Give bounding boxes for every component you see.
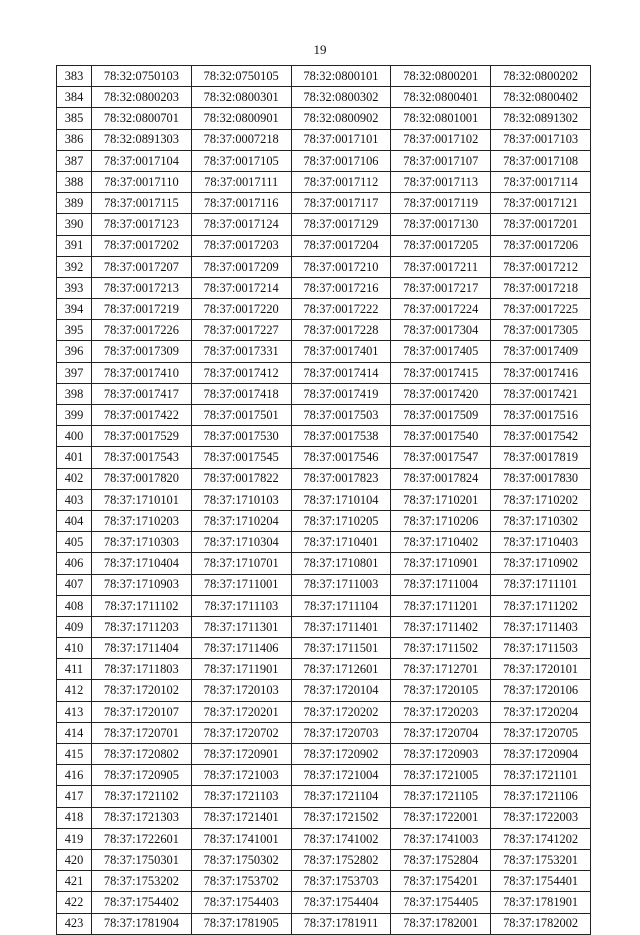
cadastral-number-cell: 78:37:0017107 <box>391 150 491 171</box>
cadastral-number-cell: 78:37:1720203 <box>391 701 491 722</box>
cadastral-number-cell: 78:37:0017529 <box>92 426 192 447</box>
cadastral-number-cell: 78:37:1781905 <box>191 913 291 934</box>
cadastral-number-cell: 78:37:1741003 <box>391 828 491 849</box>
cadastral-number-cell: 78:37:0017540 <box>391 426 491 447</box>
cadastral-number-cell: 78:37:1720107 <box>92 701 192 722</box>
cadastral-number-cell: 78:37:1711901 <box>191 659 291 680</box>
cadastral-number-cell: 78:37:0017415 <box>391 362 491 383</box>
cadastral-number-cell: 78:37:1720704 <box>391 722 491 743</box>
cadastral-number-cell: 78:37:0017309 <box>92 341 192 362</box>
cadastral-number-cell: 78:37:0017546 <box>291 447 391 468</box>
cadastral-number-cell: 78:37:1710101 <box>92 489 192 510</box>
cadastral-number-cell: 78:37:0017418 <box>191 383 291 404</box>
cadastral-number-cell: 78:37:1720202 <box>291 701 391 722</box>
row-number-cell: 417 <box>57 786 92 807</box>
cadastral-number-cell: 78:37:0017824 <box>391 468 491 489</box>
cadastral-number-cell: 78:32:0800701 <box>92 108 192 129</box>
row-number-cell: 394 <box>57 299 92 320</box>
cadastral-number-cell: 78:37:0017113 <box>391 171 491 192</box>
cadastral-number-cell: 78:37:1721102 <box>92 786 192 807</box>
cadastral-number-cell: 78:37:1721303 <box>92 807 192 828</box>
cadastral-number-cell: 78:37:1781911 <box>291 913 391 934</box>
table-row <box>57 871 591 892</box>
table-row <box>57 722 591 743</box>
cadastral-number-cell: 78:37:0017116 <box>191 193 291 214</box>
row-number-cell: 391 <box>57 235 92 256</box>
table-row <box>57 659 591 680</box>
cadastral-number-cell: 78:37:0017509 <box>391 405 491 426</box>
cadastral-number-cell: 78:37:0017422 <box>92 405 192 426</box>
cadastral-number-cell: 78:37:0017819 <box>491 447 591 468</box>
cadastral-number-cell: 78:37:0017206 <box>491 235 591 256</box>
cadastral-number-cell: 78:37:0017201 <box>491 214 591 235</box>
cadastral-number-cell: 78:37:0017115 <box>92 193 192 214</box>
cadastral-number-cell: 78:37:0017405 <box>391 341 491 362</box>
row-number-cell: 410 <box>57 638 92 659</box>
cadastral-number-cell: 78:37:1754404 <box>291 892 391 913</box>
cadastral-number-cell: 78:37:1782002 <box>491 913 591 934</box>
cadastral-number-cell: 78:37:1721003 <box>191 765 291 786</box>
cadastral-number-cell: 78:37:1711502 <box>391 638 491 659</box>
cadastral-number-cell: 78:37:1710205 <box>291 510 391 531</box>
row-number-cell: 396 <box>57 341 92 362</box>
table-row <box>57 892 591 913</box>
cadastral-number-cell: 78:37:0017228 <box>291 320 391 341</box>
cadastral-number-cell: 78:37:0017820 <box>92 468 192 489</box>
cadastral-number-cell: 78:37:0017209 <box>191 256 291 277</box>
row-number-cell: 411 <box>57 659 92 680</box>
table-row <box>57 574 591 595</box>
cadastral-number-cell: 78:37:1741001 <box>191 828 291 849</box>
cadastral-number-cell: 78:37:1710103 <box>191 489 291 510</box>
cadastral-number-cell: 78:37:1720105 <box>391 680 491 701</box>
row-number-cell: 418 <box>57 807 92 828</box>
cadastral-number-cell: 78:37:1721103 <box>191 786 291 807</box>
table-row <box>57 638 591 659</box>
cadastral-number-cell: 78:37:0017119 <box>391 193 491 214</box>
cadastral-number-cell: 78:32:0800203 <box>92 87 192 108</box>
table-row <box>57 468 591 489</box>
table-row <box>57 616 591 637</box>
cadastral-number-cell: 78:37:1711102 <box>92 595 192 616</box>
cadastral-number-cell: 78:37:0017101 <box>291 129 391 150</box>
cadastral-number-cell: 78:37:1720702 <box>191 722 291 743</box>
row-number-cell: 409 <box>57 616 92 637</box>
cadastral-number-cell: 78:37:1720904 <box>491 744 591 765</box>
cadastral-number-cell: 78:37:1711401 <box>291 616 391 637</box>
row-number-cell: 403 <box>57 489 92 510</box>
cadastral-number-cell: 78:32:0800301 <box>191 87 291 108</box>
table-row <box>57 426 591 447</box>
row-number-cell: 384 <box>57 87 92 108</box>
row-number-cell: 406 <box>57 553 92 574</box>
cadastral-number-cell: 78:37:0017543 <box>92 447 192 468</box>
cadastral-number-cell: 78:37:0017414 <box>291 362 391 383</box>
cadastral-number-cell: 78:37:1721104 <box>291 786 391 807</box>
cadastral-number-cell: 78:32:0800401 <box>391 87 491 108</box>
row-number-cell: 408 <box>57 595 92 616</box>
cadastral-number-cell: 78:37:0017225 <box>491 299 591 320</box>
cadastral-number-cell: 78:37:1720701 <box>92 722 192 743</box>
table-row <box>57 87 591 108</box>
cadastral-number-cell: 78:37:1721401 <box>191 807 291 828</box>
row-number-cell: 398 <box>57 383 92 404</box>
table-row <box>57 341 591 362</box>
cadastral-number-cell: 78:37:1710304 <box>191 532 291 553</box>
cadastral-number-cell: 78:37:1720705 <box>491 722 591 743</box>
cadastral-number-cell: 78:37:1711004 <box>391 574 491 595</box>
table-row <box>57 66 591 87</box>
cadastral-number-cell: 78:37:0017203 <box>191 235 291 256</box>
row-number-cell: 423 <box>57 913 92 934</box>
table-row <box>57 680 591 701</box>
row-number-cell: 416 <box>57 765 92 786</box>
cadastral-number-cell: 78:37:1720204 <box>491 701 591 722</box>
cadastral-number-cell: 78:32:0891303 <box>92 129 192 150</box>
cadastral-number-cell: 78:37:0017213 <box>92 277 192 298</box>
row-number-cell: 421 <box>57 871 92 892</box>
cadastral-number-cell: 78:37:0017124 <box>191 214 291 235</box>
table-row <box>57 447 591 468</box>
row-number-cell: 401 <box>57 447 92 468</box>
cadastral-number-cell: 78:37:1710206 <box>391 510 491 531</box>
cadastral-number-cell: 78:37:0017305 <box>491 320 591 341</box>
cadastral-number-cell: 78:37:0017129 <box>291 214 391 235</box>
cadastral-number-cell: 78:37:0017823 <box>291 468 391 489</box>
cadastral-number-cell: 78:37:1722001 <box>391 807 491 828</box>
cadastral-number-cell: 78:37:1711503 <box>491 638 591 659</box>
cadastral-number-cell: 78:37:1711406 <box>191 638 291 659</box>
cadastral-number-cell: 78:37:1711203 <box>92 616 192 637</box>
table-row <box>57 108 591 129</box>
table-row <box>57 256 591 277</box>
row-number-cell: 415 <box>57 744 92 765</box>
cadastral-number-cell: 78:37:1711301 <box>191 616 291 637</box>
cadastral-number-cell: 78:37:0017219 <box>92 299 192 320</box>
cadastral-number-cell: 78:32:0800202 <box>491 66 591 87</box>
cadastral-number-cell: 78:37:1711201 <box>391 595 491 616</box>
cadastral-number-cell: 78:37:1720901 <box>191 744 291 765</box>
cadastral-number-cell: 78:37:0017419 <box>291 383 391 404</box>
cadastral-number-cell: 78:37:0017547 <box>391 447 491 468</box>
cadastral-number-cell: 78:37:0017110 <box>92 171 192 192</box>
cadastral-number-cell: 78:37:0017542 <box>491 426 591 447</box>
row-number-cell: 385 <box>57 108 92 129</box>
cadastral-number-cell: 78:37:1712701 <box>391 659 491 680</box>
cadastral-number-cell: 78:37:1710404 <box>92 553 192 574</box>
cadastral-number-cell: 78:37:1711404 <box>92 638 192 659</box>
cadastral-number-cell: 78:37:1722601 <box>92 828 192 849</box>
cadastral-number-cell: 78:37:0017104 <box>92 150 192 171</box>
cadastral-number-cell: 78:37:1754401 <box>491 871 591 892</box>
cadastral-number-cell: 78:37:1711803 <box>92 659 192 680</box>
cadastral-number-cell: 78:32:0800902 <box>291 108 391 129</box>
page-number: 19 <box>313 42 327 57</box>
cadastral-number-cell: 78:37:1710302 <box>491 510 591 531</box>
table-row <box>57 214 591 235</box>
cadastral-number-cell: 78:37:1720703 <box>291 722 391 743</box>
cadastral-number-cell: 78:37:1710901 <box>391 553 491 574</box>
table-row <box>57 532 591 553</box>
cadastral-number-cell: 78:37:1721005 <box>391 765 491 786</box>
cadastral-number-cell: 78:32:0800201 <box>391 66 491 87</box>
row-number-cell: 393 <box>57 277 92 298</box>
cadastral-number-cell: 78:37:1711402 <box>391 616 491 637</box>
cadastral-number-cell: 78:37:1720106 <box>491 680 591 701</box>
table-row <box>57 320 591 341</box>
row-number-cell: 392 <box>57 256 92 277</box>
table-row <box>57 744 591 765</box>
row-number-cell: 402 <box>57 468 92 489</box>
row-number-cell: 422 <box>57 892 92 913</box>
cadastral-number-cell: 78:37:1710902 <box>491 553 591 574</box>
cadastral-number-cell: 78:37:0017205 <box>391 235 491 256</box>
row-number-cell: 397 <box>57 362 92 383</box>
row-number-cell: 405 <box>57 532 92 553</box>
cadastral-number-cell: 78:37:0017401 <box>291 341 391 362</box>
cadastral-number-cell: 78:37:1720101 <box>491 659 591 680</box>
cadastral-number-cell: 78:37:0017218 <box>491 277 591 298</box>
cadastral-number-cell: 78:37:1752802 <box>291 849 391 870</box>
cadastral-number-cell: 78:37:1711103 <box>191 595 291 616</box>
table-row <box>57 405 591 426</box>
cadastral-number-cell: 78:37:0017204 <box>291 235 391 256</box>
cadastral-number-cell: 78:37:0017211 <box>391 256 491 277</box>
table-row <box>57 171 591 192</box>
cadastral-number-cell: 78:37:0017108 <box>491 150 591 171</box>
cadastral-number-cell: 78:37:1752804 <box>391 849 491 870</box>
cadastral-number-cell: 78:37:0017226 <box>92 320 192 341</box>
cadastral-number-cell: 78:37:0017545 <box>191 447 291 468</box>
cadastral-number-cell: 78:37:1710801 <box>291 553 391 574</box>
cadastral-number-cell: 78:37:1710203 <box>92 510 192 531</box>
row-number-cell: 400 <box>57 426 92 447</box>
cadastral-number-cell: 78:37:1741002 <box>291 828 391 849</box>
cadastral-number-cell: 78:37:1750301 <box>92 849 192 870</box>
row-number-cell: 413 <box>57 701 92 722</box>
cadastral-number-cell: 78:37:1710204 <box>191 510 291 531</box>
cadastral-number-cell: 78:37:1711001 <box>191 574 291 595</box>
cadastral-number-cell: 78:37:0017202 <box>92 235 192 256</box>
cadastral-number-cell: 78:37:1720201 <box>191 701 291 722</box>
cadastral-number-cell: 78:37:1722003 <box>491 807 591 828</box>
table-row <box>57 362 591 383</box>
row-number-cell: 404 <box>57 510 92 531</box>
cadastral-number-cell: 78:37:1781901 <box>491 892 591 913</box>
cadastral-number-cell: 78:37:1710903 <box>92 574 192 595</box>
row-number-cell: 395 <box>57 320 92 341</box>
cadastral-number-cell: 78:37:1750302 <box>191 849 291 870</box>
cadastral-number-cell: 78:37:0017212 <box>491 256 591 277</box>
cadastral-number-cell: 78:37:1710303 <box>92 532 192 553</box>
cadastral-number-cell: 78:37:0017417 <box>92 383 192 404</box>
table-row <box>57 277 591 298</box>
cadastral-number-cell: 78:37:0017503 <box>291 405 391 426</box>
cadastral-number-cell: 78:37:0017121 <box>491 193 591 214</box>
cadastral-number-cell: 78:37:1721502 <box>291 807 391 828</box>
table-row <box>57 383 591 404</box>
cadastral-number-cell: 78:37:1754201 <box>391 871 491 892</box>
row-number-cell: 388 <box>57 171 92 192</box>
row-number-cell: 414 <box>57 722 92 743</box>
cadastral-number-cell: 78:32:0800402 <box>491 87 591 108</box>
cadastral-number-cell: 78:37:1754403 <box>191 892 291 913</box>
table-row <box>57 299 591 320</box>
cadastral-number-cell: 78:37:0017822 <box>191 468 291 489</box>
cadastral-number-cell: 78:37:0017217 <box>391 277 491 298</box>
cadastral-number-cell: 78:37:0017412 <box>191 362 291 383</box>
cadastral-number-cell: 78:37:1711202 <box>491 595 591 616</box>
cadastral-number-cell: 78:37:1710202 <box>491 489 591 510</box>
row-number-cell: 412 <box>57 680 92 701</box>
cadastral-number-cell: 78:37:1710402 <box>391 532 491 553</box>
cadastral-number-cell: 78:37:0017210 <box>291 256 391 277</box>
row-number-cell: 386 <box>57 129 92 150</box>
cadastral-number-cell: 78:37:0017214 <box>191 277 291 298</box>
cadastral-number-cell: 78:37:0017530 <box>191 426 291 447</box>
row-number-cell: 407 <box>57 574 92 595</box>
cadastral-number-cell: 78:37:1710701 <box>191 553 291 574</box>
cadastral-number-cell: 78:37:0017106 <box>291 150 391 171</box>
cadastral-number-cell: 78:37:0017224 <box>391 299 491 320</box>
cadastral-number-cell: 78:37:1710401 <box>291 532 391 553</box>
cadastral-number-cell: 78:37:0017331 <box>191 341 291 362</box>
cadastral-number-cell: 78:37:0017516 <box>491 405 591 426</box>
cadastral-number-cell: 78:37:1721105 <box>391 786 491 807</box>
table-row <box>57 193 591 214</box>
cadastral-number-cell: 78:37:0017111 <box>191 171 291 192</box>
cadastral-number-cell: 78:37:1720902 <box>291 744 391 765</box>
cadastral-number-cell: 78:32:0750103 <box>92 66 192 87</box>
cadastral-number-cell: 78:37:1710403 <box>491 532 591 553</box>
row-number-cell: 390 <box>57 214 92 235</box>
cadastral-number-cell: 78:32:0750105 <box>191 66 291 87</box>
table-row <box>57 701 591 722</box>
cadastral-number-cell: 78:37:1711403 <box>491 616 591 637</box>
cadastral-number-cell: 78:37:1710201 <box>391 489 491 510</box>
cadastral-number-cell: 78:37:0017538 <box>291 426 391 447</box>
table-row <box>57 553 591 574</box>
cadastral-number-cell: 78:37:0017207 <box>92 256 192 277</box>
cadastral-number-cell: 78:37:0017421 <box>491 383 591 404</box>
cadastral-number-cell: 78:37:0017216 <box>291 277 391 298</box>
row-number-cell: 387 <box>57 150 92 171</box>
cadastral-number-cell: 78:37:0017830 <box>491 468 591 489</box>
cadastral-number-cell: 78:37:1720903 <box>391 744 491 765</box>
cadastral-number-cell: 78:37:1721004 <box>291 765 391 786</box>
cadastral-number-cell: 78:37:1720905 <box>92 765 192 786</box>
cadastral-number-cell: 78:37:1721101 <box>491 765 591 786</box>
cadastral-number-cell: 78:37:0017130 <box>391 214 491 235</box>
cadastral-number-cell: 78:37:0017410 <box>92 362 192 383</box>
cadastral-number-cell: 78:37:0017227 <box>191 320 291 341</box>
cadastral-number-cell: 78:37:1712601 <box>291 659 391 680</box>
table-row <box>57 510 591 531</box>
cadastral-number-cell: 78:37:1711101 <box>491 574 591 595</box>
table-row <box>57 913 591 934</box>
cadastral-number-cell: 78:32:0800302 <box>291 87 391 108</box>
cadastral-number-cell: 78:37:0017416 <box>491 362 591 383</box>
table-row <box>57 765 591 786</box>
table-row <box>57 150 591 171</box>
table-row <box>57 786 591 807</box>
cadastral-number-cell: 78:37:1753201 <box>491 849 591 870</box>
cadastral-number-table <box>56 65 591 935</box>
row-number-cell: 383 <box>57 66 92 87</box>
cadastral-number-cell: 78:37:1711104 <box>291 595 391 616</box>
table-row <box>57 807 591 828</box>
cadastral-number-cell: 78:37:1720802 <box>92 744 192 765</box>
cadastral-number-cell: 78:37:1754405 <box>391 892 491 913</box>
cadastral-number-cell: 78:37:0017102 <box>391 129 491 150</box>
cadastral-number-cell: 78:37:1781904 <box>92 913 192 934</box>
table-row <box>57 489 591 510</box>
cadastral-number-cell: 78:37:0017117 <box>291 193 391 214</box>
cadastral-number-cell: 78:37:0017420 <box>391 383 491 404</box>
table-row <box>57 595 591 616</box>
cadastral-number-cell: 78:32:0800101 <box>291 66 391 87</box>
cadastral-number-cell: 78:37:1754402 <box>92 892 192 913</box>
cadastral-number-cell: 78:37:1720104 <box>291 680 391 701</box>
cadastral-number-cell: 78:37:0017501 <box>191 405 291 426</box>
cadastral-number-cell: 78:37:1710104 <box>291 489 391 510</box>
cadastral-number-cell: 78:37:1721106 <box>491 786 591 807</box>
cadastral-number-cell: 78:37:0017112 <box>291 171 391 192</box>
cadastral-number-cell: 78:32:0801001 <box>391 108 491 129</box>
cadastral-number-cell: 78:37:1753202 <box>92 871 192 892</box>
cadastral-number-cell: 78:37:1711501 <box>291 638 391 659</box>
cadastral-number-cell: 78:37:0017105 <box>191 150 291 171</box>
row-number-cell: 420 <box>57 849 92 870</box>
cadastral-number-cell: 78:37:0017409 <box>491 341 591 362</box>
cadastral-number-cell: 78:32:0891302 <box>491 108 591 129</box>
table-body <box>57 66 591 935</box>
cadastral-number-cell: 78:32:0800901 <box>191 108 291 129</box>
cadastral-number-cell: 78:37:0007218 <box>191 129 291 150</box>
cadastral-number-cell: 78:37:0017114 <box>491 171 591 192</box>
cadastral-number-cell: 78:37:0017103 <box>491 129 591 150</box>
cadastral-number-cell: 78:37:1711003 <box>291 574 391 595</box>
cadastral-number-cell: 78:37:0017123 <box>92 214 192 235</box>
table-row <box>57 235 591 256</box>
cadastral-number-cell: 78:37:1720102 <box>92 680 192 701</box>
cadastral-number-cell: 78:37:1782001 <box>391 913 491 934</box>
cadastral-number-cell: 78:37:1753703 <box>291 871 391 892</box>
table-row <box>57 129 591 150</box>
row-number-cell: 389 <box>57 193 92 214</box>
row-number-cell: 399 <box>57 405 92 426</box>
cadastral-number-cell: 78:37:0017222 <box>291 299 391 320</box>
table-row <box>57 849 591 870</box>
cadastral-number-cell: 78:37:1753702 <box>191 871 291 892</box>
cadastral-number-cell: 78:37:1720103 <box>191 680 291 701</box>
cadastral-number-cell: 78:37:1741202 <box>491 828 591 849</box>
row-number-cell: 419 <box>57 828 92 849</box>
table-row <box>57 828 591 849</box>
cadastral-number-cell: 78:37:0017220 <box>191 299 291 320</box>
cadastral-number-cell: 78:37:0017304 <box>391 320 491 341</box>
